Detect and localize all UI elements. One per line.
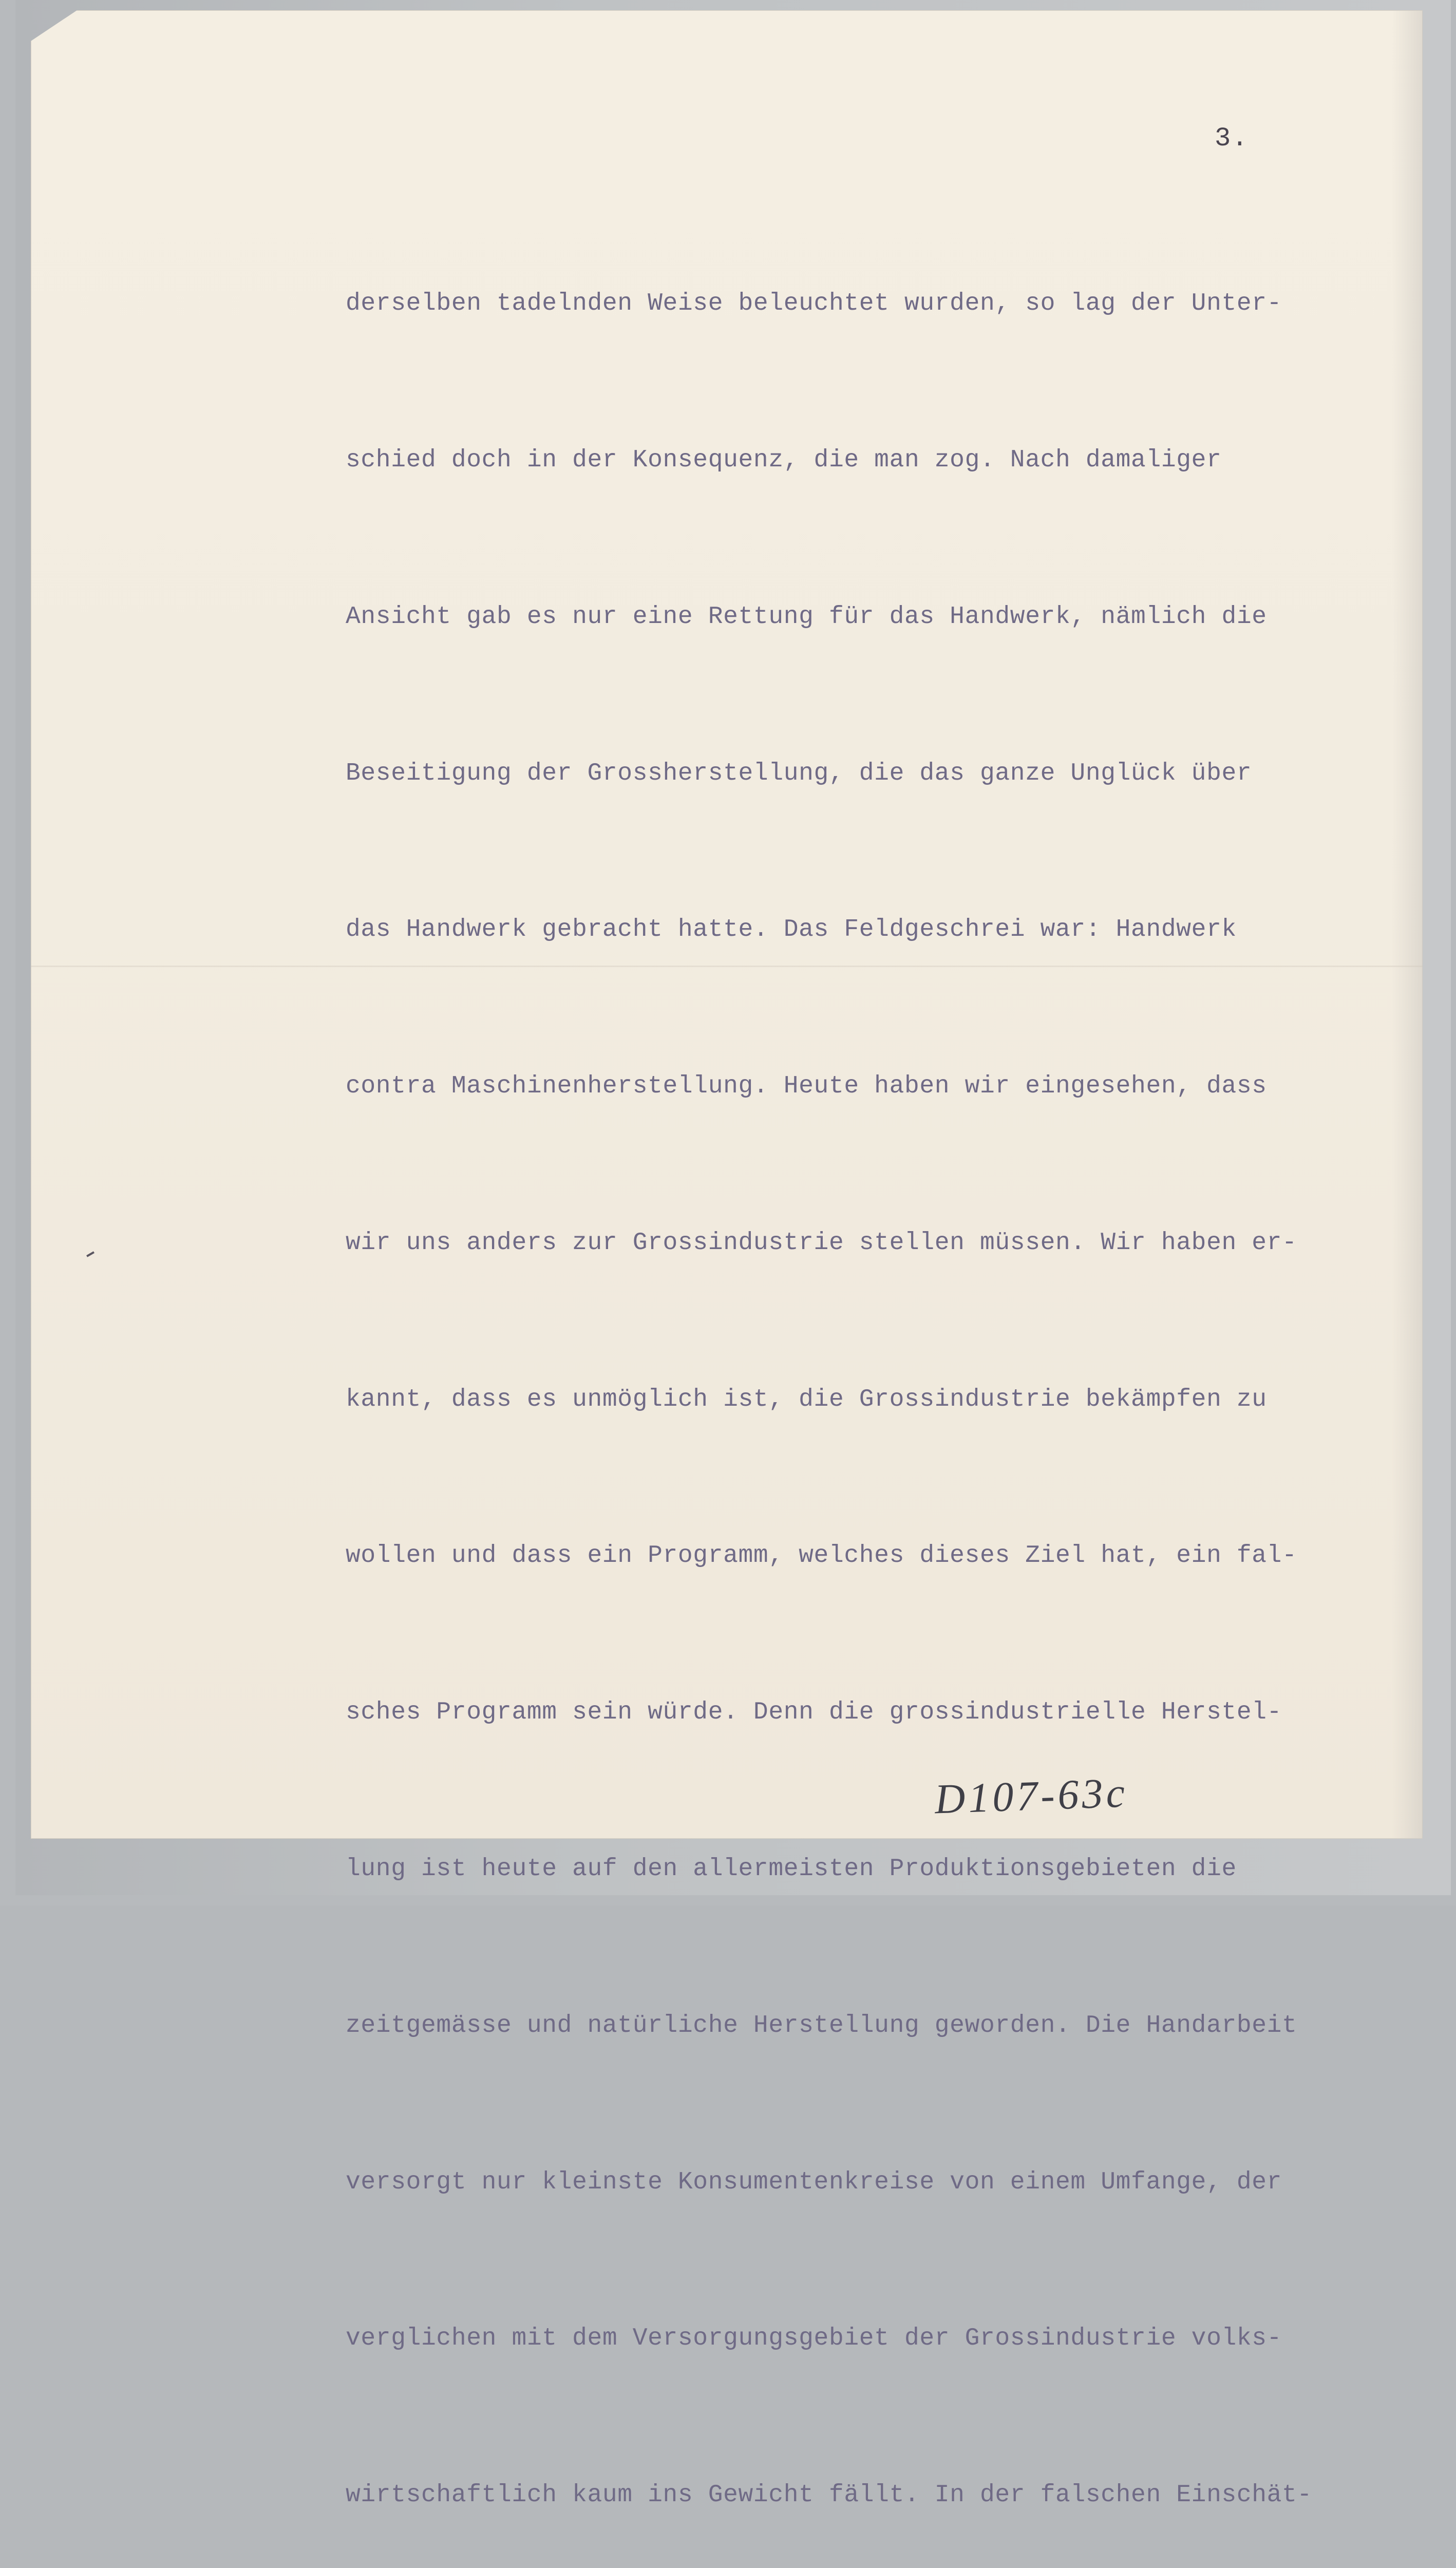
text-line: wir uns anders zur Grossindustrie stellen müssen. Wir haben er-	[346, 1229, 1297, 1257]
text-line: derselben tadelnden Weise beleuchtet wurden, so lag der Unter-	[346, 290, 1282, 318]
text-line: schied doch in der Konsequenz, die man zog. Nach damaliger	[346, 446, 1222, 474]
text-line: zeitgemässe und natürliche Herstellung geworden. Die Handarbeit	[346, 2011, 1297, 2040]
text-line: verglichen mit dem Versorgungsgebiet der Grossindustrie volks-	[346, 2325, 1282, 2353]
text-line: Beseitigung der Grossherstellung, die das ganze Unglück über	[346, 759, 1252, 787]
text-line: sches Programm sein würde. Denn die grossindustrielle Herstel-	[346, 1698, 1282, 1727]
text-line: contra Maschinenherstellung. Heute haben wir eingesehen, dass	[346, 1072, 1267, 1101]
text-line: wirtschaftlich kaum ins Gewicht fällt. In der falschen Einschät-	[346, 2481, 1312, 2509]
page-number: 3.	[1215, 123, 1249, 154]
text-line: kannt, dass es unmöglich ist, die Grossindustrie bekämpfen zu	[346, 1385, 1267, 1413]
text-line: lung ist heute auf den allermeisten Produktionsgebieten die	[346, 1855, 1237, 1883]
text-line: Ansicht gab es nur eine Rettung für das Handwerk, nämlich die	[346, 602, 1267, 631]
typed-text-body	[346, 174, 1440, 2568]
text-line: das Handwerk gebracht hatte. Das Feldgeschrei war: Handwerk	[346, 916, 1237, 944]
text-line: versorgt nur kleinste Konsumentenkreise von einem Umfange, der	[346, 2168, 1282, 2196]
text-line: wollen und dass ein Programm, welches dieses Ziel hat, ein fal-	[346, 1542, 1297, 1570]
archive-signature: D107-63c	[934, 1769, 1129, 1823]
